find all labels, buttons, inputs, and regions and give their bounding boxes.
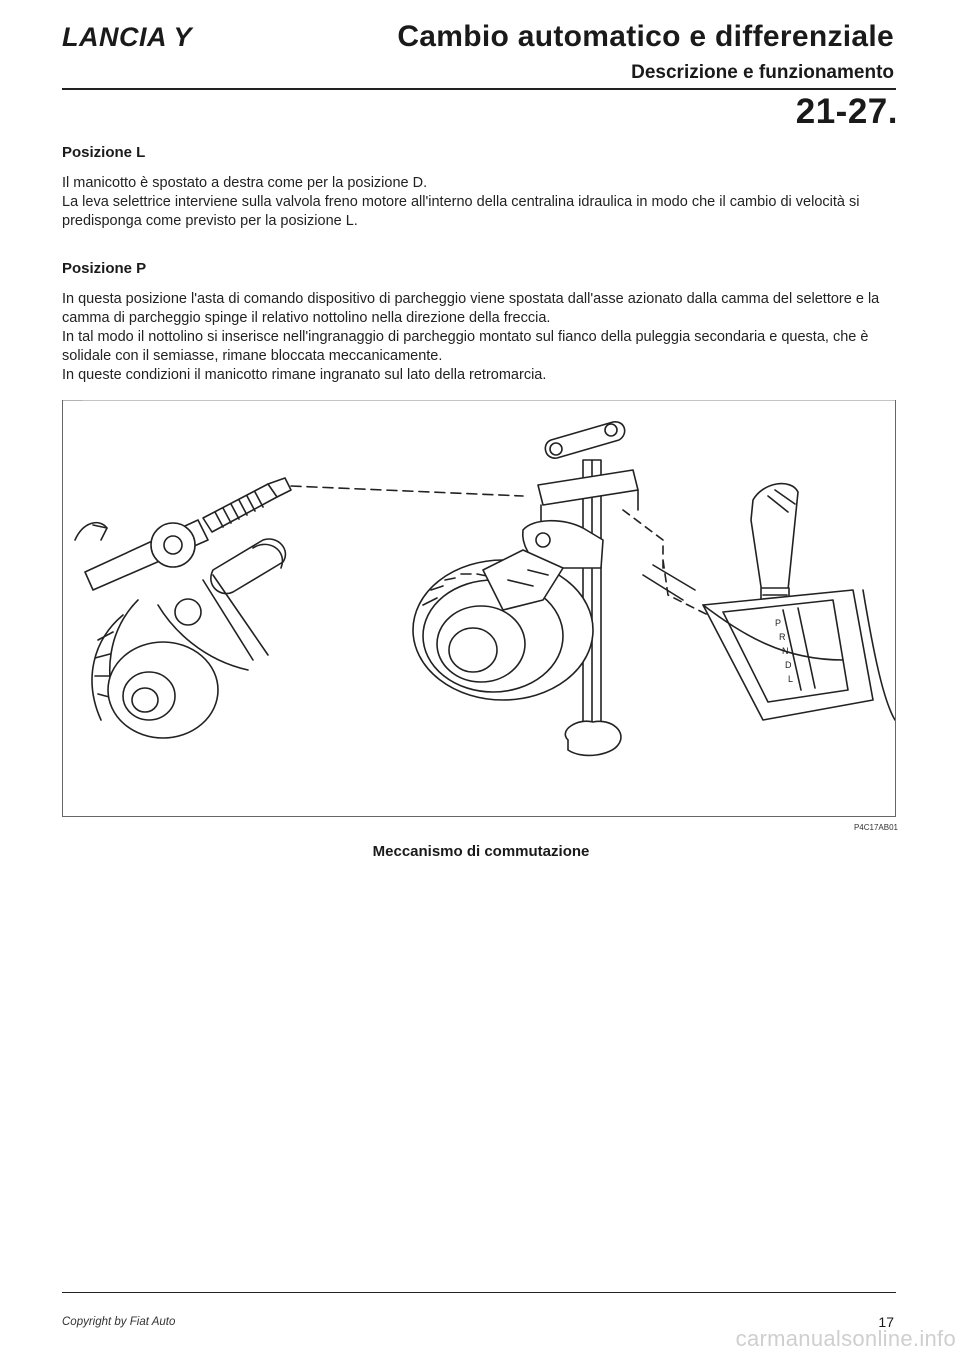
copyright-text: Copyright by Fiat Auto: [62, 1316, 176, 1328]
selector-shaft-assembly: [413, 422, 638, 756]
header-rule: [62, 88, 896, 90]
section-heading: Posizione P: [62, 260, 147, 277]
section-heading: Posizione L: [62, 144, 146, 161]
page-number: 17: [878, 1314, 894, 1330]
figure-frame: [62, 400, 896, 817]
section-posizione-p: [62, 260, 900, 385]
shift-mechanism-illustration: [63, 400, 895, 816]
gear-label-n: N: [782, 646, 789, 656]
footer-rule: [62, 1292, 896, 1293]
paragraph-line: In questa posizione l'asta di comando dispositivo di parcheggio viene spostata dall'asse azionato dalla camma del selettore e la camma di parcheggio spinge il relativo nottolino nella direzione della freccia.: [62, 291, 880, 326]
gear-label-d: D: [785, 660, 792, 670]
paragraph-line: In tal modo il nottolino si inserisce nell'ingranaggio di parcheggio montato sul fianco della puleggia secondaria e questa, che è solidale con il semiasse, rimane bloccata meccanicamente.: [62, 329, 869, 364]
gear-label-l: L: [788, 674, 794, 684]
figure-code: P4C17AB01: [853, 823, 898, 832]
brand-label: LANCIA Y: [62, 22, 193, 52]
page-code: 21-27.: [795, 92, 898, 131]
paragraph-line: La leva selettrice interviene sulla valvola freno motore all'interno della centralina idraulica in modo che il cambio di velocità si predisponga come previsto per la posizione L.: [62, 194, 860, 229]
gear-label-p: P: [775, 618, 782, 628]
page-title: Cambio automatico e differenziale: [397, 20, 894, 53]
section-posizione-l: [62, 144, 900, 231]
selector-lever-assembly: [75, 478, 291, 738]
paragraph-line: Il manicotto è spostato a destra come per la posizione D.: [62, 175, 428, 191]
watermark-text: carmanualsonline.info: [735, 1326, 956, 1351]
gear-label-r: R: [779, 632, 786, 642]
paragraph-line: In queste condizioni il manicotto rimane ingranato sul lato della retromarcia.: [62, 367, 547, 383]
figure-caption: Meccanismo di commutazione: [372, 843, 590, 860]
page-subtitle: Descrizione e funzionamento: [631, 62, 894, 83]
